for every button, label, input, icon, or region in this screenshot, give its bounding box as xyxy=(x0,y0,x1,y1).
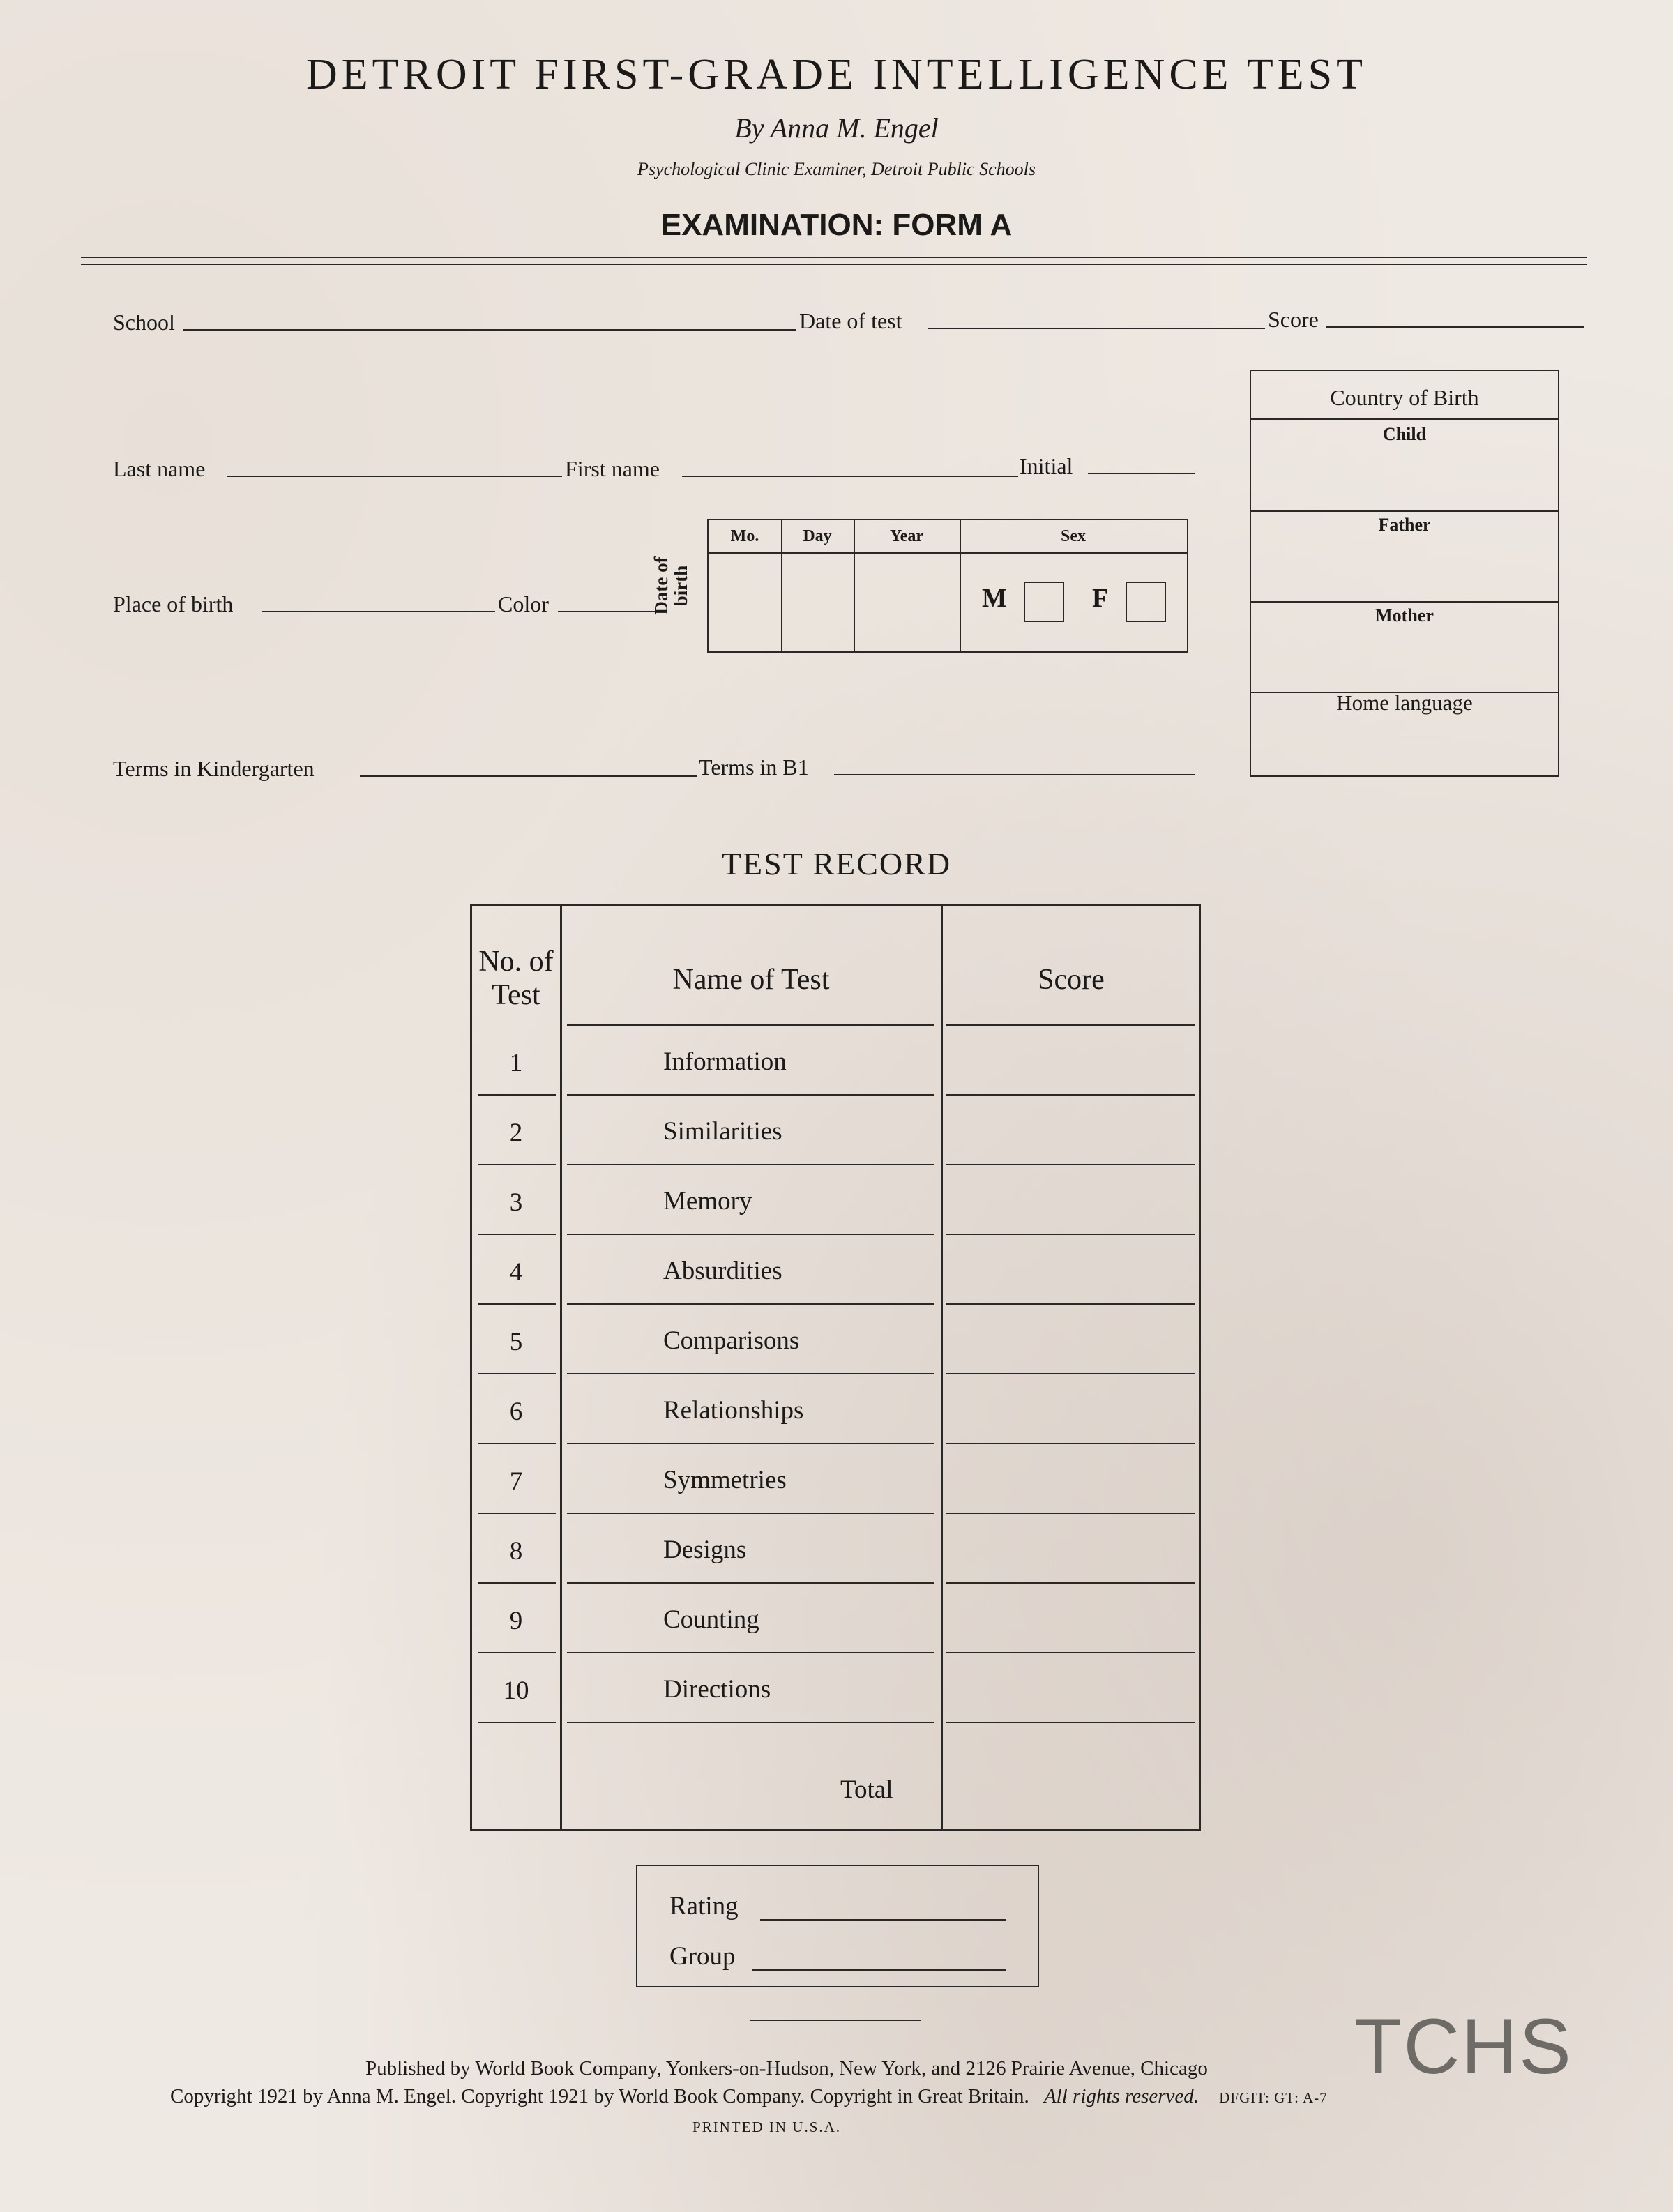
col-header-name: Name of Test xyxy=(672,964,830,996)
child-label: Child xyxy=(1382,424,1427,444)
row-rule-name xyxy=(567,1373,934,1374)
color-label: Color xyxy=(498,591,549,616)
printed-text: PRINTED IN U.S.A. xyxy=(692,2119,842,2135)
terms-b1-label: Terms in B1 xyxy=(699,755,809,780)
school-field[interactable] xyxy=(183,329,796,331)
rating-field[interactable] xyxy=(760,1919,1006,1921)
sex-header: Sex xyxy=(1061,527,1086,545)
score-cell[interactable] xyxy=(946,1515,1195,1580)
date-of-test-field[interactable] xyxy=(928,328,1265,329)
col-header-no xyxy=(472,945,560,1012)
table-divider-score xyxy=(941,906,943,1829)
test-number: 2 xyxy=(509,1119,523,1147)
test-name: Absurdities xyxy=(663,1257,782,1285)
col-header-no-line1: No. of xyxy=(478,946,554,978)
row-rule-name xyxy=(567,1234,934,1235)
score-cell[interactable] xyxy=(946,1446,1195,1510)
last-name-label: Last name xyxy=(113,456,206,481)
score-cell[interactable] xyxy=(946,1306,1195,1370)
test-name: Information xyxy=(663,1047,787,1076)
printed-line xyxy=(0,2119,1673,2136)
header-rule-name xyxy=(567,1024,934,1026)
row-rule-no xyxy=(478,1234,556,1235)
affiliation-line: Psychological Clinic Examiner, Detroit Public Schools xyxy=(637,159,1036,179)
mother-label: Mother xyxy=(1375,605,1434,626)
test-name: Counting xyxy=(663,1605,759,1634)
row-rule-score xyxy=(946,1164,1195,1165)
score-field[interactable] xyxy=(1326,326,1584,328)
row-rule-name xyxy=(567,1513,934,1514)
test-record-table xyxy=(470,904,1201,1831)
rights-text: All rights reserved. xyxy=(1043,2085,1199,2107)
form-title: EXAMINATION: FORM A xyxy=(660,208,1013,242)
place-of-birth-label: Place of birth xyxy=(113,591,234,616)
female-label: F xyxy=(1092,584,1109,613)
form-code: DFGIT: GT: A-7 xyxy=(1219,2089,1328,2106)
total-label: Total xyxy=(840,1775,893,1804)
rating-label: Rating xyxy=(669,1892,739,1921)
date-of-test-label: Date of test xyxy=(799,308,902,333)
test-name: Designs xyxy=(663,1536,747,1564)
test-number: 1 xyxy=(509,1049,523,1077)
date-of-birth-label xyxy=(651,544,690,628)
test-name: Directions xyxy=(663,1675,771,1704)
date-of-birth-box xyxy=(707,519,1188,653)
document-title: DETROIT FIRST-GRADE INTELLIGENCE TEST xyxy=(305,51,1368,98)
female-checkbox[interactable] xyxy=(1126,582,1166,622)
row-rule-name xyxy=(567,1094,934,1096)
date-of-birth-label-line1: Date of xyxy=(651,556,672,615)
author-line: By Anna M. Engel xyxy=(734,112,939,144)
father-label: Father xyxy=(1378,515,1431,535)
country-title-rule xyxy=(1251,418,1558,420)
copyright-text: Copyright 1921 by Anna M. Engel. Copyright 1921 by World Book Company. Copyright in Great Britain. xyxy=(170,2085,1029,2107)
child-country-field[interactable] xyxy=(1251,449,1558,509)
row-rule-no xyxy=(478,1164,556,1165)
color-field[interactable] xyxy=(558,611,656,612)
row-rule-score xyxy=(946,1582,1195,1584)
row-rule-score xyxy=(946,1094,1195,1096)
row-rule-no xyxy=(478,1443,556,1444)
row-rule-score xyxy=(946,1443,1195,1444)
score-cell[interactable] xyxy=(946,1655,1195,1719)
dob-year-cell[interactable] xyxy=(855,554,958,651)
test-number: 3 xyxy=(509,1188,523,1217)
total-score-cell[interactable] xyxy=(946,1726,1195,1824)
row-rule-score xyxy=(946,1373,1195,1374)
row-rule-score xyxy=(946,1234,1195,1235)
test-number: 8 xyxy=(509,1537,523,1566)
row-rule-score xyxy=(946,1722,1195,1723)
row-rule-name xyxy=(567,1443,934,1444)
row-rule-no xyxy=(478,1373,556,1374)
score-cell[interactable] xyxy=(946,1027,1195,1091)
date-of-birth-label-line2: birth xyxy=(670,565,691,607)
row-rule-name xyxy=(567,1722,934,1723)
row-rule-score xyxy=(946,1303,1195,1305)
row-rule-no xyxy=(478,1722,556,1723)
mother-country-field[interactable] xyxy=(1251,630,1558,689)
male-label: M xyxy=(982,584,1007,613)
terms-b1-field[interactable] xyxy=(834,774,1195,775)
test-name: Symmetries xyxy=(663,1466,787,1494)
test-number: 7 xyxy=(509,1467,523,1496)
dob-day-header: Day xyxy=(803,527,832,545)
last-name-field[interactable] xyxy=(227,476,562,477)
test-number: 6 xyxy=(509,1397,523,1426)
home-language-label: Home language xyxy=(1336,690,1473,715)
header-rule-top xyxy=(81,257,1587,258)
test-name: Memory xyxy=(663,1187,752,1215)
row-rule-no xyxy=(478,1652,556,1653)
test-number: 9 xyxy=(509,1607,523,1635)
tchs-watermark: TCHS xyxy=(1354,2003,1573,2090)
table-divider-no xyxy=(560,906,562,1829)
male-checkbox[interactable] xyxy=(1024,582,1064,622)
child-rule xyxy=(1251,510,1558,512)
rating-box xyxy=(636,1865,1039,1987)
dob-month-cell[interactable] xyxy=(709,554,780,651)
home-language-field[interactable] xyxy=(1251,720,1558,775)
test-number: 4 xyxy=(509,1258,523,1287)
score-cell[interactable] xyxy=(946,1097,1195,1161)
col-header-no-line2: Test xyxy=(492,979,540,1011)
terms-kindergarten-field[interactable] xyxy=(360,775,697,777)
test-name: Comparisons xyxy=(663,1326,800,1355)
score-label: Score xyxy=(1268,307,1319,332)
test-number: 5 xyxy=(509,1328,523,1356)
row-rule-score xyxy=(946,1652,1195,1653)
dob-day-cell[interactable] xyxy=(782,554,852,651)
first-name-label: First name xyxy=(565,456,660,481)
row-rule-name xyxy=(567,1303,934,1305)
first-name-field[interactable] xyxy=(682,476,1018,477)
country-of-birth-title: Country of Birth xyxy=(1330,385,1479,410)
initial-label: Initial xyxy=(1020,453,1073,478)
row-rule-no xyxy=(478,1513,556,1514)
group-label: Group xyxy=(669,1942,736,1971)
score-cell[interactable] xyxy=(946,1236,1195,1301)
test-name: Similarities xyxy=(663,1117,782,1146)
school-label: School xyxy=(113,310,175,335)
publisher-line: Published by World Book Company, Yonkers-on-Hudson, New York, and 2126 Prairie Avenue, Chicago xyxy=(365,2057,1208,2080)
test-number: 10 xyxy=(503,1676,529,1705)
header-rule-bottom xyxy=(81,264,1587,265)
row-rule-name xyxy=(567,1164,934,1165)
copyright-line xyxy=(170,2085,1328,2108)
dob-month-header: Mo. xyxy=(730,527,759,545)
score-cell[interactable] xyxy=(946,1585,1195,1649)
row-rule-no xyxy=(478,1094,556,1096)
initial-field[interactable] xyxy=(1088,473,1195,474)
dob-year-header: Year xyxy=(890,527,923,545)
row-rule-name xyxy=(567,1582,934,1584)
score-cell[interactable] xyxy=(946,1167,1195,1231)
row-rule-no xyxy=(478,1582,556,1584)
row-rule-no xyxy=(478,1303,556,1305)
father-rule xyxy=(1251,601,1558,603)
score-cell[interactable] xyxy=(946,1376,1195,1440)
row-rule-name xyxy=(567,1652,934,1653)
test-name: Relationships xyxy=(663,1396,804,1425)
header-rule-score xyxy=(946,1024,1195,1026)
footer-separator xyxy=(750,2020,921,2021)
father-country-field[interactable] xyxy=(1251,541,1558,597)
country-of-birth-box xyxy=(1250,370,1559,777)
col-header-score: Score xyxy=(1038,964,1105,996)
place-of-birth-field[interactable] xyxy=(262,611,495,612)
group-field[interactable] xyxy=(752,1969,1006,1971)
row-rule-score xyxy=(946,1513,1195,1514)
test-record-title: TEST RECORD xyxy=(721,846,952,881)
terms-kindergarten-label: Terms in Kindergarten xyxy=(113,756,315,781)
